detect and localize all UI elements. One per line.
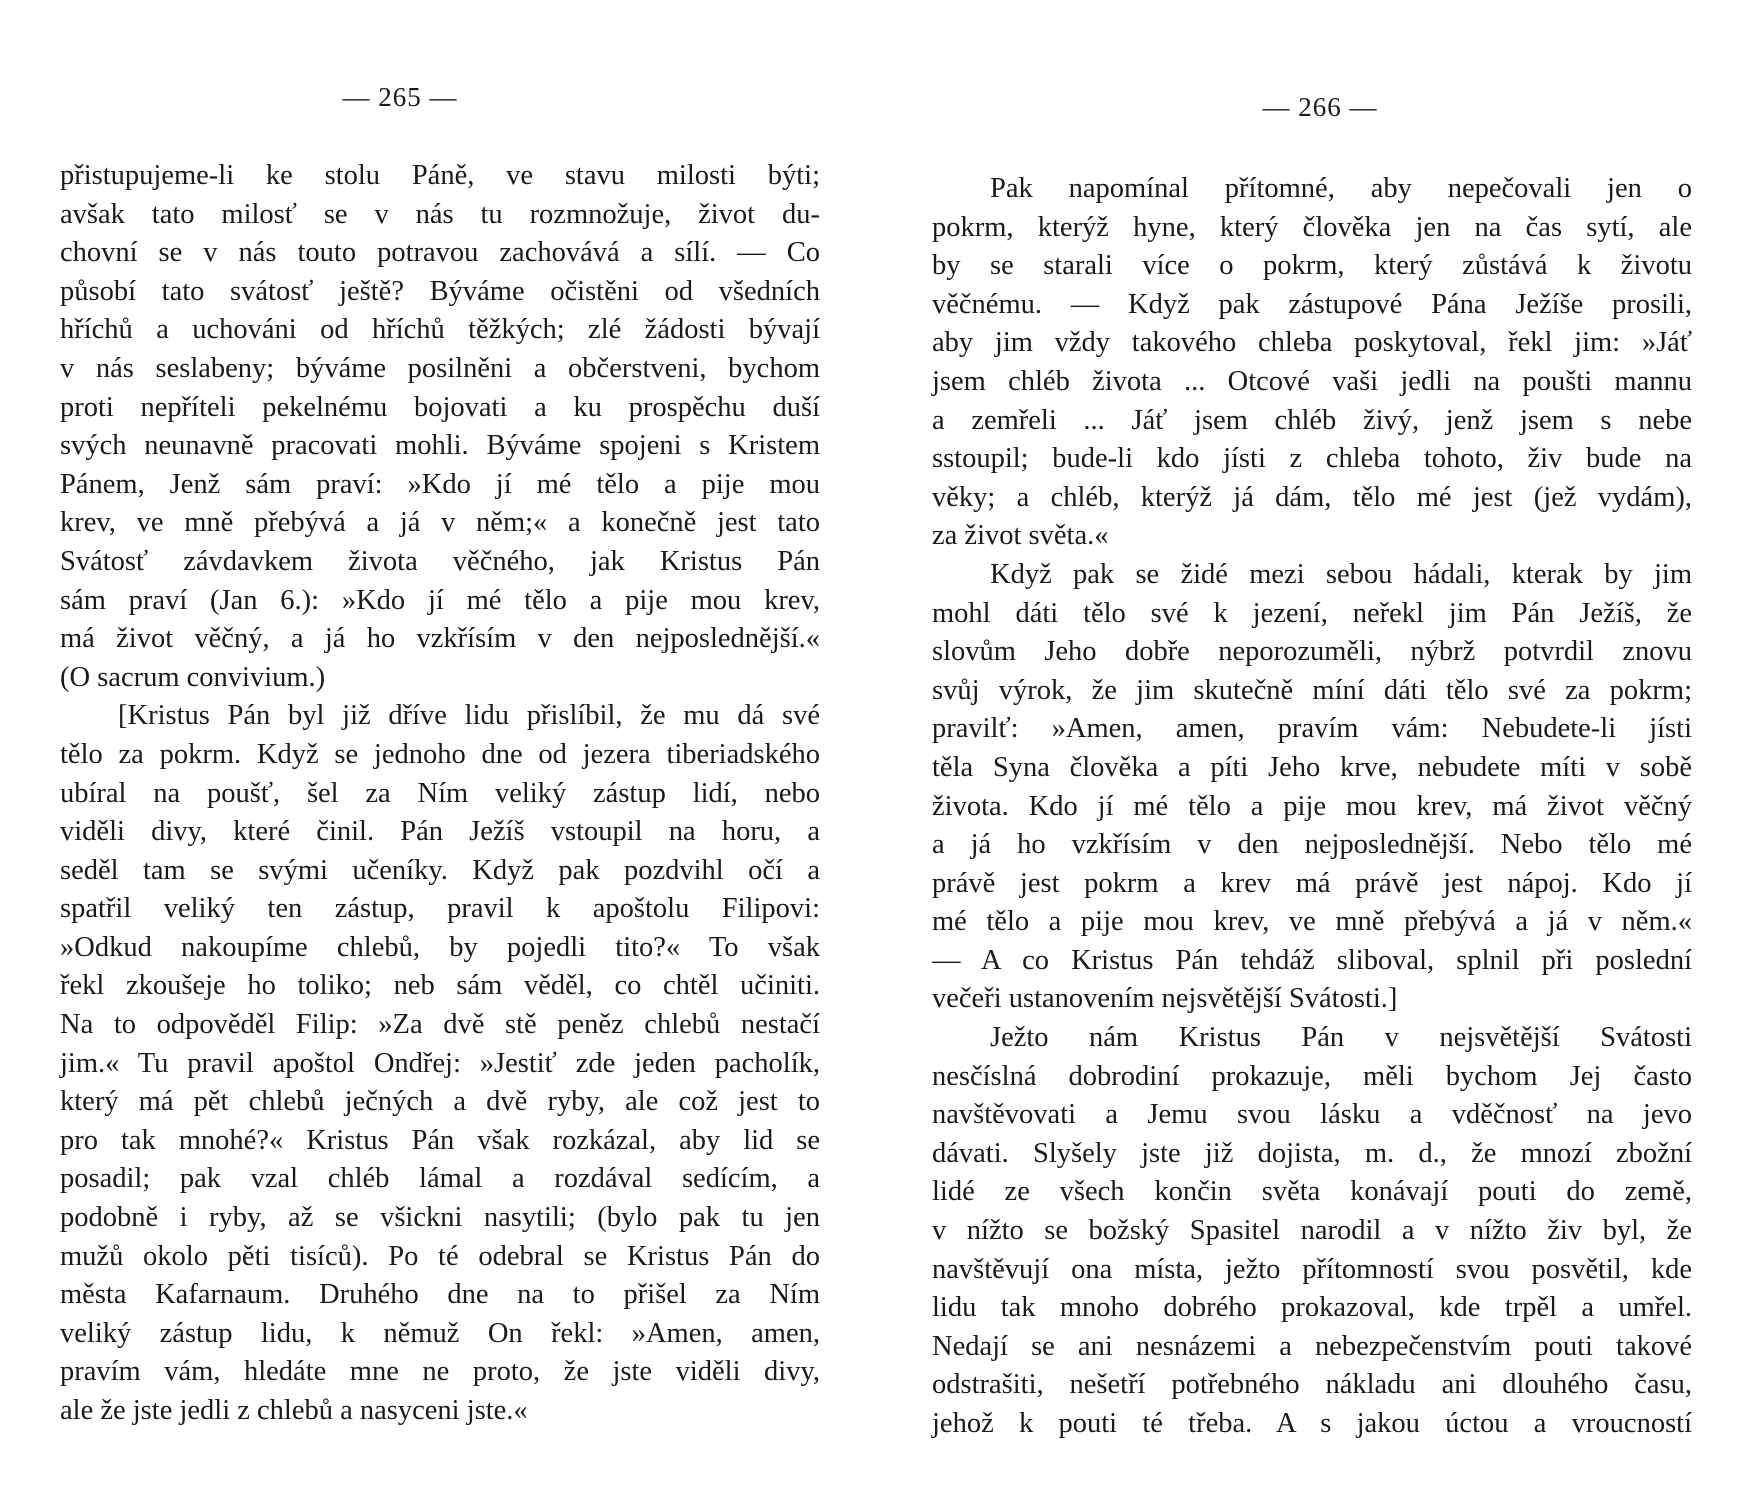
text-line: mé tělo a pije mou krev, ve mně přebývá a já v něm.« bbox=[932, 906, 1692, 938]
text-line: sstoupil; bude-li kdo jísti z chleba tohoto, živ bude na bbox=[932, 443, 1692, 475]
text-line: navštěvovati a Jemu svou lásku a vděčnosť na jevo bbox=[932, 1099, 1692, 1131]
left-page-number: — 265 — bbox=[342, 82, 458, 112]
text-line: svých neunavně pracovati mohli. Býváme spojeni s Kristem bbox=[60, 430, 820, 462]
text-line: Pánem, Jenž sám praví: »Kdo jí mé tělo a pije mou bbox=[60, 468, 820, 500]
text-line: Když pak se židé mezi sebou hádali, kterak by jim bbox=[990, 558, 1692, 590]
left-page bbox=[60, 0, 820, 1500]
text-line: ale že jste jedli z chlebů a nasyceni jste.« bbox=[60, 1395, 528, 1426]
text-line: Ježto nám Kristus Pán v nejsvětější Svátosti bbox=[990, 1022, 1692, 1054]
right-page bbox=[932, 0, 1692, 1500]
text-line: podobně i ryby, až se všickni nasytili; (bylo pak tu jen bbox=[60, 1202, 820, 1234]
text-line: Pak napomínal přítomné, aby nepečovali jen o bbox=[990, 173, 1692, 204]
text-line: lidé ze všech končin světa konávají pouti do země, bbox=[932, 1176, 1692, 1208]
text-line: za život světa.« bbox=[932, 520, 1109, 552]
text-line: a zemřeli ... Jáť jsem chléb živý, jenž jsem s nebe bbox=[932, 404, 1692, 436]
text-line: avšak tato milosť se v nás tu rozmnožuje, život du- bbox=[60, 198, 820, 230]
text-line: Na to odpověděl Filip: »Za dvě stě peněz chlebů nestačí bbox=[60, 1009, 820, 1041]
right-page-text bbox=[932, 170, 1692, 1444]
text-line: slovům Jeho dobře neporozuměli, nýbrž potvrdil znovu bbox=[932, 636, 1692, 668]
text-line: pravilť: »Amen, amen, pravím vám: Nebudete-li jísti bbox=[932, 713, 1692, 745]
text-line: jsem chléb života ... Otcové vaši jedli na poušti mannu bbox=[932, 365, 1692, 397]
text-line: — A co Kristus Pán tehdáž sliboval, splnil při poslední bbox=[932, 944, 1692, 976]
text-line: jehož k pouti té třeba. A s jakou úctou a vroucností bbox=[932, 1408, 1692, 1439]
text-line: pokrm, kterýž hyne, který člověka jen na čas sytí, ale bbox=[932, 211, 1692, 243]
text-line: »Odkud nakoupíme chlebů, by pojedli tito?« To však bbox=[60, 931, 820, 963]
left-page-text bbox=[60, 157, 820, 1431]
text-line: hříchů a uchováni od hříchů těžkých; zlé žádosti bývají bbox=[60, 314, 820, 346]
text-line: právě jest pokrm a krev má právě jest nápoj. Kdo jí bbox=[932, 867, 1692, 899]
right-page-number: — 266 — bbox=[1262, 92, 1378, 122]
text-line: [Kristus Pán byl již dříve lidu přislíbil, že mu dá své bbox=[118, 700, 820, 732]
text-line: těla Syna člověka a píti Jeho krve, nebudete míti v sobě bbox=[932, 751, 1692, 783]
text-line: věky; a chléb, kterýž já dám, tělo mé jest (jež vydám), bbox=[932, 481, 1692, 513]
text-line: pro tak mnohé?« Kristus Pán však rozkázal, aby lid se bbox=[60, 1124, 820, 1156]
text-line: řekl zkoušeje ho toliko; neb sám věděl, co chtěl učiniti. bbox=[60, 970, 820, 1002]
text-line: Svátosť závdavkem života věčného, jak Kristus Pán bbox=[60, 545, 820, 577]
text-line: proti nepříteli pekelnému bojovati a ku prospěchu duší bbox=[60, 391, 820, 423]
text-line: seděl tam se svými učeníky. Když pak pozdvihl očí a bbox=[60, 854, 820, 886]
text-line: v nížto se božský Spasitel narodil a v nížto živ byl, že bbox=[932, 1215, 1692, 1247]
text-line: viděli divy, které činil. Pán Ježíš vstoupil na horu, a bbox=[60, 816, 820, 848]
text-line: mohl dáti tělo své k jezení, neřekl jim Pán Ježíš, že bbox=[932, 597, 1692, 629]
text-line: odstrašiti, nešetří potřebného nákladu ani dlouhého času, bbox=[932, 1369, 1692, 1401]
text-line: krev, ve mně přebývá a já v něm;« a konečně jest tato bbox=[60, 507, 820, 539]
text-line: lidu tak mnoho dobrého prokazoval, kde trpěl a umřel. bbox=[932, 1292, 1692, 1324]
text-line: veliký zástup lidu, k němuž On řekl: »Amen, amen, bbox=[60, 1317, 820, 1349]
text-line: Nedají se ani nesnázemi a nebezpečenstvím pouti takové bbox=[932, 1330, 1692, 1362]
text-line: přistupujeme-li ke stolu Páně, ve stavu milosti býti; bbox=[60, 160, 820, 191]
text-line: dávati. Slyšely jste již dojista, m. d., že mnozí zbožní bbox=[932, 1137, 1692, 1169]
text-line: a já ho vzkřísím v den nejposlednější. Nebo tělo mé bbox=[932, 829, 1692, 861]
text-line: který má pět chlebů ječných a dvě ryby, ale což jest to bbox=[60, 1086, 820, 1118]
text-line: života. Kdo jí mé tělo a pije mou krev, má život věčný bbox=[932, 790, 1692, 822]
text-line: ubíral na poušť, šel za Ním veliký zástup lidí, nebo bbox=[60, 777, 820, 809]
text-line: chovní se v nás touto potravou zachovává a sílí. — Co bbox=[60, 237, 820, 269]
text-line: jim.« Tu pravil apoštol Ondřej: »Jestiť zde jeden pacholík, bbox=[60, 1047, 820, 1079]
text-line: sám praví (Jan 6.): »Kdo jí mé tělo a pije mou krev, bbox=[60, 584, 820, 616]
text-line: má život věčný, a já ho vzkřísím v den nejposlednější.« bbox=[60, 623, 820, 655]
text-line: v nás seslabeny; býváme posilněni a občerstveni, bychom bbox=[60, 352, 820, 384]
text-line: (O sacrum convivium.) bbox=[60, 661, 326, 693]
text-line: navštěvují ona místa, ježto přítomností svou posvětil, kde bbox=[932, 1253, 1692, 1285]
text-line: svůj výrok, že jim skutečně míní dáti tělo své za pokrm; bbox=[932, 674, 1692, 706]
text-line: posadil; pak vzal chléb lámal a rozdával sedícím, a bbox=[60, 1163, 820, 1195]
text-line: spatřil veliký ten zástup, pravil k apoštolu Filipovi: bbox=[60, 893, 820, 925]
text-line: aby jim vždy takového chleba poskytoval, řekl jim: »Jáť bbox=[932, 327, 1692, 359]
text-line: nesčíslná dobrodiní prokazuje, měli bychom Jej často bbox=[932, 1060, 1692, 1092]
text-line: mužů okolo pěti tisíců). Po té odebral se Kristus Pán do bbox=[60, 1240, 820, 1272]
text-line: působí tato svátosť ještě? Býváme očistěni od všedních bbox=[60, 275, 820, 307]
text-line: večeři ustanovením nejsvětější Svátosti.] bbox=[932, 983, 1398, 1015]
text-line: by se starali více o pokrm, který zůstává k životu bbox=[932, 250, 1692, 282]
text-line: tělo za pokrm. Když se jednoho dne od jezera tiberiadského bbox=[60, 738, 820, 770]
text-line: města Kafarnaum. Druhého dne na to přišel za Ním bbox=[60, 1279, 820, 1311]
text-line: pravím vám, hledáte mne ne proto, že jste viděli divy, bbox=[60, 1356, 820, 1388]
text-line: věčnému. — Když pak zástupové Pána Ježíše prosili, bbox=[932, 288, 1692, 320]
